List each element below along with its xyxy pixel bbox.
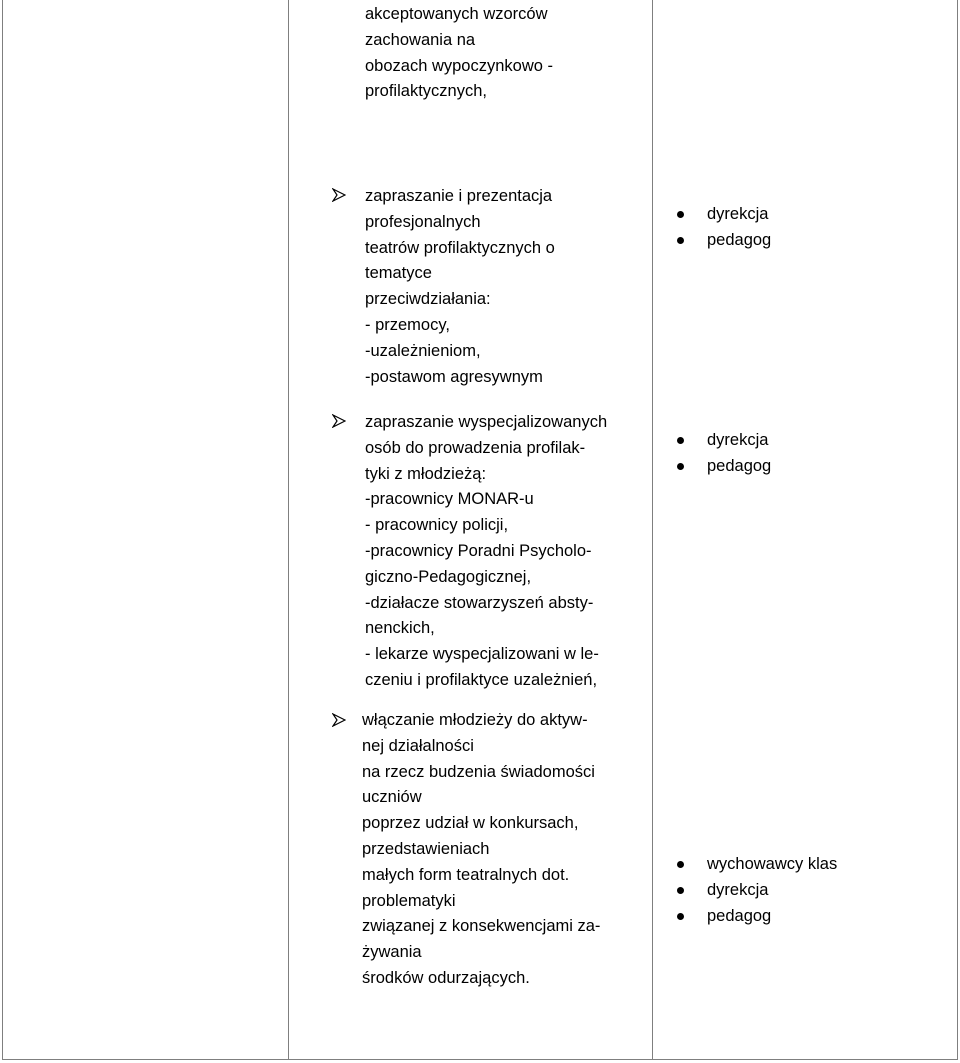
responsible-label: pedagog <box>707 456 772 475</box>
task-line: profesjonalnych <box>365 212 481 231</box>
task-line: nenckich, <box>365 619 435 638</box>
task-line: nej działalności <box>362 736 474 755</box>
bullet-dot-icon <box>677 437 684 444</box>
responsible-item <box>677 202 771 228</box>
task-line: -pracownicy Poradni Psycholo- <box>365 541 592 560</box>
responsible-item <box>677 904 837 930</box>
arrow-bullet-icon <box>332 414 346 428</box>
task-line: - przemocy, <box>365 315 450 334</box>
task-line: - pracownicy policji, <box>365 516 509 535</box>
task-line: -działacze stowarzyszeń absty- <box>365 593 594 612</box>
responsible-label: pedagog <box>707 230 772 249</box>
responsible-item <box>677 454 771 480</box>
intro-line: obozach wypoczynkowo - <box>365 56 554 75</box>
responsible-label: wychowawcy klas <box>707 855 838 873</box>
task-3-text <box>362 708 600 992</box>
task-line: włączanie młodzieży do aktyw- <box>362 711 588 729</box>
task-line: małych form teatralnych dot. <box>362 865 570 884</box>
task-line: przedstawieniach <box>362 839 490 858</box>
task-line: tyki z młodzieżą: <box>365 464 487 483</box>
responsible-label: pedagog <box>707 906 772 925</box>
task-1-responsible-list <box>677 202 771 254</box>
intro-line: akceptowanych wzorców <box>365 5 548 23</box>
task-line: osób do prowadzenia profilak- <box>365 438 586 457</box>
task-2-text <box>365 410 607 694</box>
task-1-text <box>365 184 555 390</box>
intro-text-block <box>365 2 553 105</box>
bullet-dot-icon <box>677 211 684 218</box>
task-line: problematyki <box>362 891 456 910</box>
task-line: związanej z konsekwencjami za- <box>362 917 601 936</box>
table-divider-2 <box>652 0 653 1060</box>
task-line: przeciwdziałania: <box>365 290 491 309</box>
responsible-item <box>677 228 771 254</box>
task-line: na rzecz budzenia świadomości <box>362 762 595 781</box>
responsible-label: dyrekcja <box>707 431 769 449</box>
task-line: uczniów <box>362 788 422 807</box>
intro-line: profilaktycznych, <box>365 82 487 101</box>
bullet-dot-icon <box>677 463 684 470</box>
task-line: zapraszanie i prezentacja <box>365 187 553 205</box>
responsible-label: dyrekcja <box>707 880 769 899</box>
task-3-responsible-list <box>677 852 837 929</box>
task-line: -pracownicy MONAR-u <box>365 490 534 509</box>
table-divider-1 <box>288 0 289 1060</box>
responsible-label: dyrekcja <box>707 205 769 223</box>
task-2-responsible-list <box>677 428 771 480</box>
responsible-item <box>677 852 837 878</box>
table-border-right <box>957 0 958 1060</box>
bullet-dot-icon <box>677 887 684 894</box>
responsible-item <box>677 878 837 904</box>
arrow-bullet-icon <box>332 188 346 202</box>
task-line: czeniu i profilaktyce uzależnień, <box>365 670 598 689</box>
bullet-dot-icon <box>677 913 684 920</box>
table-border-left <box>2 0 3 1060</box>
arrow-bullet-icon <box>332 713 346 727</box>
intro-line: zachowania na <box>365 30 476 49</box>
table-border-bottom <box>2 1059 958 1060</box>
task-line: - lekarze wyspecjalizowani w le- <box>365 645 599 664</box>
task-line: żywania <box>362 943 422 962</box>
task-line: tematyce <box>365 264 432 283</box>
bullet-dot-icon <box>677 237 684 244</box>
bullet-dot-icon <box>677 861 684 868</box>
task-line: środków odurzających. <box>362 968 530 987</box>
task-line: -uzależnieniom, <box>365 341 481 360</box>
task-line: poprzez udział w konkursach, <box>362 814 579 833</box>
task-line: teatrów profilaktycznych o <box>365 238 555 257</box>
responsible-item <box>677 428 771 454</box>
task-line: -postawom agresywnym <box>365 367 543 386</box>
task-line: giczno-Pedagogicznej, <box>365 567 532 586</box>
task-line: zapraszanie wyspecjalizowanych <box>365 413 608 431</box>
